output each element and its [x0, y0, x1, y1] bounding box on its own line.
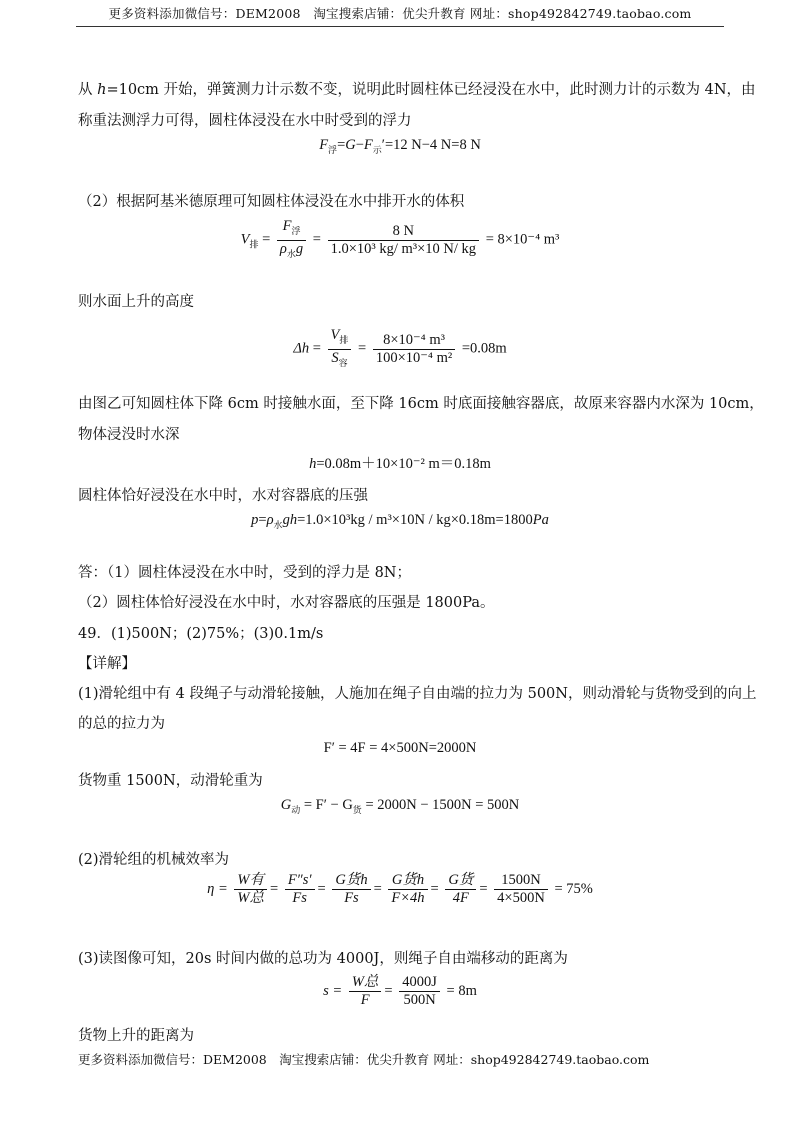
subscript: 排: [249, 239, 259, 250]
paragraph-line: 货物上升的距离为: [78, 1028, 194, 1044]
paragraph-line: [78, 78, 756, 99]
detail-heading: 【详解】: [78, 656, 136, 672]
fraction: [277, 218, 306, 263]
subscript: 浮: [328, 144, 338, 155]
var-G: G: [345, 137, 356, 153]
numerator: G货h: [388, 872, 427, 890]
paragraph-line: （2）根据阿基米德原理可知圆柱体浸没在水中排开水的体积: [78, 194, 465, 210]
numerator: G货: [445, 872, 476, 890]
page-header: 更多资料添加微信号：DEM2008 淘宝搜索店铺：优尖升教育 网址：shop492842749.taobao.com: [108, 6, 692, 21]
equation-value: =0.08m＋10×10⁻² m＝0.18m: [316, 456, 491, 472]
denominator: 4×500N: [497, 890, 545, 906]
var-g: g: [295, 240, 304, 257]
equation-buoyancy: [0, 137, 800, 156]
equation-value: =12 N−4 N=8 N: [384, 137, 481, 153]
fraction: [328, 223, 479, 258]
var-V: V: [240, 231, 250, 248]
equation-pressure: [0, 512, 800, 531]
eq-sign: =: [262, 231, 271, 248]
fraction: [234, 872, 267, 907]
paragraph-line: 则水面上升的高度: [78, 294, 194, 310]
denominator: 100×10⁻⁴ m²: [375, 349, 453, 366]
answer-line-1: 答：（1）圆柱体浸没在水中时，受到的浮力是 8N；: [78, 565, 411, 581]
var-F: F: [282, 218, 292, 234]
paragraph-line: (3)读图像可知，20s 时间内做的总功为 4000J，则绳子自由端移动的距离为: [78, 951, 568, 967]
denominator: 1.0×10³ kg/ m³×10 N/ kg: [330, 240, 477, 257]
paragraph-line: 货物重 1500N，动滑轮重为: [78, 773, 263, 789]
fraction: [285, 872, 315, 907]
subscript: 动: [291, 804, 301, 815]
subscript: 浮: [291, 225, 301, 236]
paragraph-line: 由图乙可知圆柱体下降 6cm 时接触水面，至下降 16cm 时底面接触容器底，故原来容器内水深为 10cm，: [78, 396, 764, 412]
numerator: 1500N: [494, 872, 548, 890]
equation-value: =1.0×10³kg / m³×10N / kg×0.18m=1800: [297, 512, 533, 528]
equation-result: = 8m: [446, 982, 477, 999]
prime: ′: [381, 137, 385, 153]
subscript: 水: [286, 248, 296, 259]
header-rule: [76, 26, 724, 27]
equation-part: = F′ − G: [303, 797, 353, 813]
numerator: 4000J: [399, 974, 440, 992]
numerator: W有: [234, 872, 267, 890]
paragraph-line: 物体浸没时水深: [78, 427, 180, 443]
text-run: =10cm 开始，弹簧测力计示数不变，说明此时圆柱体已经浸没在水中，此时测力计的示数为 4N，由: [106, 82, 756, 98]
subscript: 排: [339, 334, 349, 345]
eq-sign: =: [337, 137, 346, 153]
unit-pa: Pa: [532, 512, 549, 528]
denominator: Fs: [292, 890, 307, 906]
var-delta-h: Δh: [293, 340, 310, 357]
equation-depth: [0, 452, 800, 473]
subscript: 货: [352, 804, 362, 815]
question-49-title: 49．(1)500N；(2)75%；(3)0.1m/s: [78, 626, 324, 642]
denominator: F×4h: [391, 890, 425, 906]
paragraph-line: 称重法测浮力可得，圆柱体浸没在水中时受到的浮力: [78, 113, 412, 129]
fraction: [332, 872, 370, 907]
fraction: [399, 974, 440, 1009]
numerator: 8×10⁻⁴ m³: [373, 332, 455, 350]
paragraph-line: (1)滑轮组中有 4 段绳子与动滑轮接触，人施加在绳子自由端的拉力为 500N，则动滑轮与货物受到的向上: [78, 686, 757, 702]
page-footer: 更多资料添加微信号：DEM2008 淘宝搜索店铺：优尖升教育 网址：shop492842749.taobao.com: [78, 1052, 650, 1067]
equation-efficiency: η = $\frac{\text{W有}}{\text{W总}}$ = $\frac{F''s'}{Fs}$ = $\frac{\text{G货h}}{Fs}$ = $\frac{\text{G货h}}{F\times 4h}$ = $\frac{\text{G货}}{4F}$ = $\frac{1500N}{4\times 500N}$ = 75%: [207, 872, 593, 906]
paragraph-line: 的总的拉力为: [78, 716, 165, 732]
variable-h: h: [97, 82, 107, 98]
equation-distance: s = $\frac{\text{W总}}{F}$ = $\frac{4000J}{500N}$ = 8m: [323, 974, 477, 1008]
var-eta: η =: [207, 880, 228, 897]
numerator: W总: [349, 974, 382, 992]
fraction: [494, 872, 548, 907]
eq-sign: =: [258, 512, 267, 528]
numerator: G货h: [332, 872, 370, 890]
var-p: p: [251, 512, 259, 528]
denominator: 4F: [452, 890, 469, 906]
equation-height: [0, 327, 800, 372]
var-G: G: [280, 797, 292, 813]
var-s: s =: [323, 982, 343, 999]
denominator: 500N: [403, 992, 436, 1008]
eq-sign: =: [312, 340, 321, 357]
text-run: 从: [78, 82, 98, 98]
eq-sign: =: [312, 231, 321, 248]
numerator: 8 N: [328, 223, 479, 241]
paragraph-line: (2)滑轮组的机械效率为: [78, 852, 230, 868]
paragraph-line: 圆柱体恰好浸没在水中时，水对容器底的压强: [78, 488, 368, 504]
fraction: [388, 872, 427, 907]
equation-total-force: F′ = 4F = 4×500N=2000N: [323, 740, 477, 756]
denominator: W总: [237, 890, 264, 906]
minus-sign: −: [355, 137, 364, 153]
answer-line-2: （2）圆柱体恰好浸没在水中时，水对容器底的压强是 1800Pa。: [78, 595, 495, 611]
subscript: 容: [338, 357, 348, 368]
subscript: 水: [273, 519, 283, 530]
fraction: [445, 872, 476, 907]
fraction: [349, 974, 382, 1009]
var-F: F: [363, 137, 373, 153]
subscript: 示: [372, 144, 382, 155]
var-h: h: [309, 456, 317, 472]
denominator: Fs: [344, 890, 359, 906]
fraction: [373, 332, 455, 367]
numerator: F″s′: [285, 872, 315, 890]
var-rho: ρ: [266, 512, 274, 528]
var-V: V: [330, 327, 340, 343]
var-S: S: [331, 349, 339, 366]
var-gh: gh: [282, 512, 298, 528]
equation-result: = 75%: [554, 880, 593, 897]
equation-result: =0.08m: [461, 340, 507, 357]
denominator: F: [360, 992, 370, 1008]
equation-pulley-weight: [0, 797, 800, 816]
equation-volume: [0, 218, 800, 263]
eq-sign: =: [358, 340, 367, 357]
var-F: F: [319, 137, 329, 153]
equation-value: = 2000N − 1500N = 500N: [365, 797, 520, 813]
fraction: [328, 327, 352, 372]
equation-result: = 8×10⁻⁴ m³: [485, 231, 560, 248]
var-rho: ρ: [279, 240, 287, 257]
